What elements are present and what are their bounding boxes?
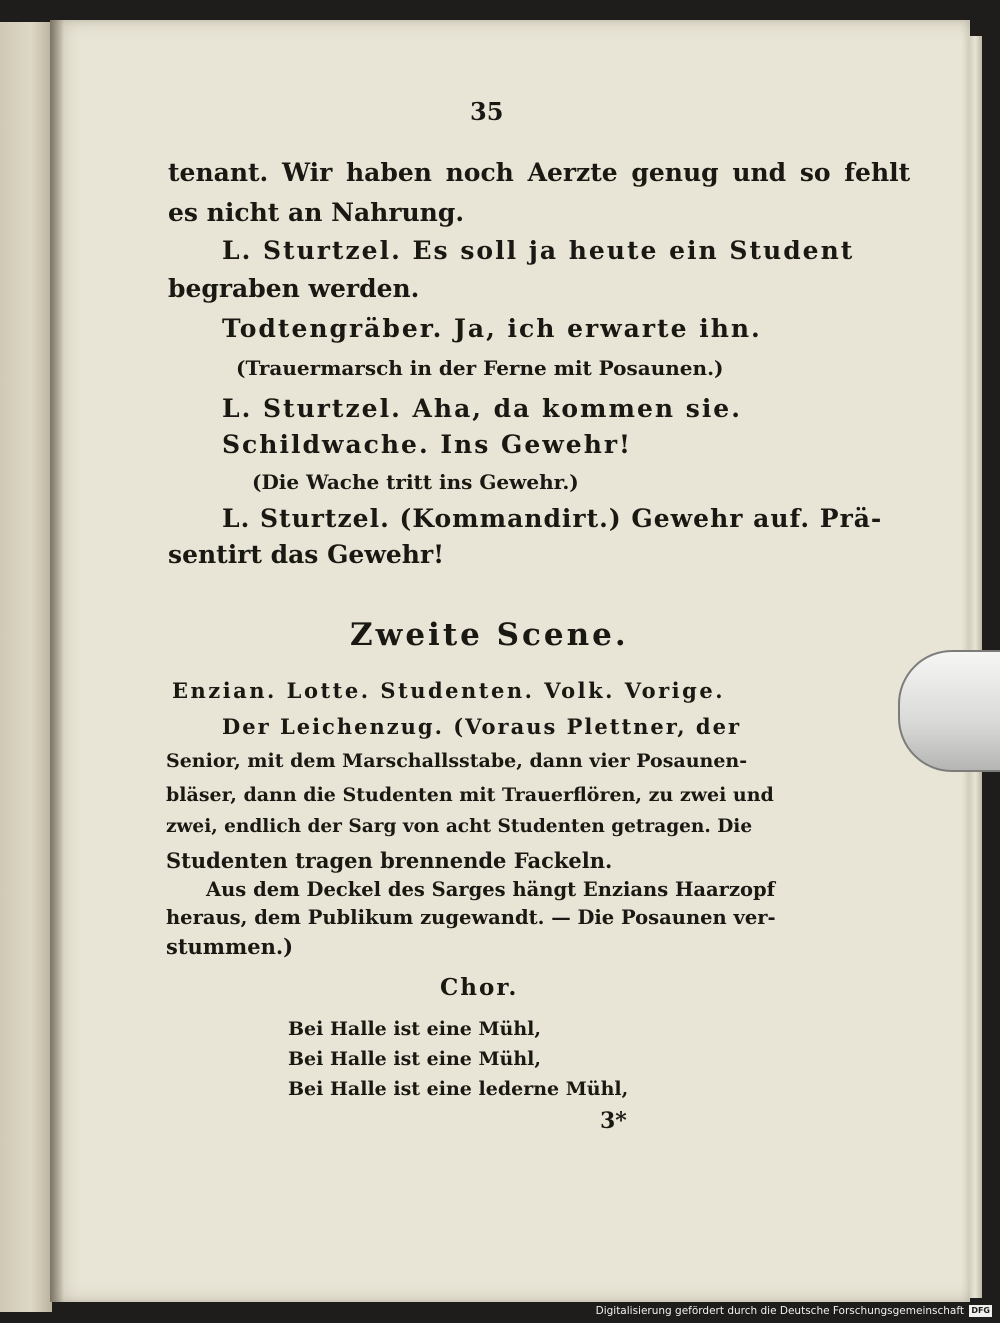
verse-line-2: Bei Halle ist eine Mühl, <box>288 1048 542 1070</box>
stage-direction-1: (Trauermarsch in der Ferne mit Posaunen.) <box>236 356 724 380</box>
verse-line-1: Bei Halle ist eine Mühl, <box>288 1018 542 1040</box>
chorus-heading: Chor. <box>440 974 519 1001</box>
text-line-3: L. Sturtzel. Es soll ja heute ein Student <box>222 236 855 265</box>
stage-line-8: stummen.) <box>166 934 294 959</box>
page-number: 35 <box>470 97 504 126</box>
text-line-1: tenant. Wir haben noch Aerzte genug und so fehlt <box>168 158 911 187</box>
text-line-10: L. Sturtzel. (Kommandirt.) Gewehr auf. Prä- <box>222 504 883 533</box>
cast-list: Enzian. Lotte. Studenten. Volk. Vorige. <box>172 678 726 703</box>
stage-line-2: Senior, mit dem Marschallsstabe, dann vier Posaunen- <box>166 750 748 772</box>
text-line-5: Todtengräber. Ja, ich erwarte ihn. <box>222 314 762 343</box>
text-line-2: es nicht an Nahrung. <box>168 198 465 227</box>
digitization-credit: Digitalisierung gefördert durch die Deutsche Forschungsgemeinschaft <box>595 1305 964 1317</box>
scene-title: Zweite Scene. <box>350 617 629 653</box>
text-line-4: begraben werden. <box>168 274 420 303</box>
page-clip-tab <box>898 650 1000 772</box>
stage-line-1: Der Leichenzug. (Voraus Plettner, der <box>222 714 742 739</box>
dfg-logo: DFG <box>971 1306 990 1315</box>
text-line-7: L. Sturtzel. Aha, da kommen sie. <box>222 394 742 423</box>
stage-line-3: bläser, dann die Studenten mit Trauerflören, zu zwei und <box>166 784 774 806</box>
stage-line-6: Aus dem Deckel des Sarges hängt Enzians Haarzopf <box>206 878 776 901</box>
stage-direction-2: (Die Wache tritt ins Gewehr.) <box>252 470 579 494</box>
signature-mark: 3* <box>600 1108 627 1134</box>
stage-line-7: heraus, dem Publikum zugewandt. — Die Posaunen ver- <box>166 906 776 929</box>
stage-line-5: Studenten tragen brennende Fackeln. <box>166 848 613 873</box>
text-line-11: sentirt das Gewehr! <box>168 540 445 569</box>
verse-line-3: Bei Halle ist eine lederne Mühl, <box>288 1078 629 1100</box>
stage-line-4: zwei, endlich der Sarg von acht Studenten getragen. Die <box>166 816 753 837</box>
text-line-8: Schildwache. Ins Gewehr! <box>222 430 633 459</box>
left-page-edge <box>0 22 52 1312</box>
